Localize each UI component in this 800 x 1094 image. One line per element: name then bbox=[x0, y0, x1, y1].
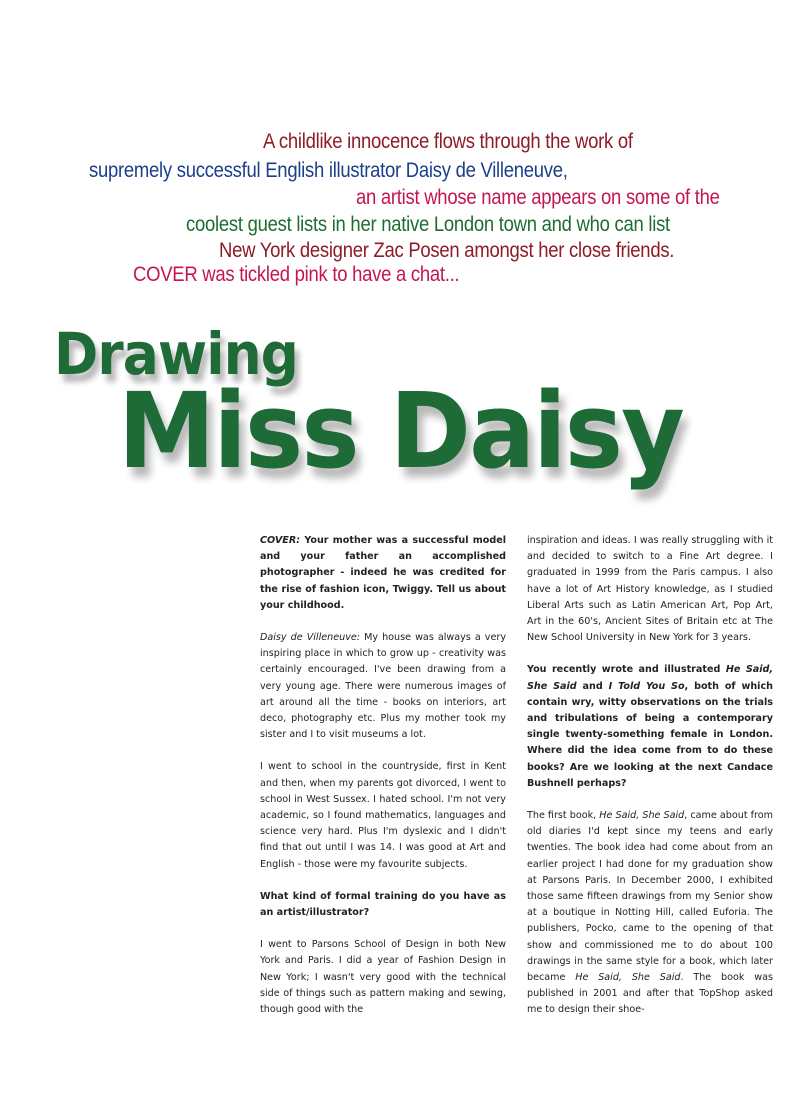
intro-line-2: supremely successful English illustrator Daisy de Villeneuve, bbox=[89, 159, 568, 182]
book-title: He Said, She Said bbox=[599, 810, 685, 822]
question-3 bbox=[527, 662, 773, 792]
intro-line-1: A childlike innocence flows through the work of bbox=[263, 130, 633, 153]
interviewer-label: COVER: bbox=[260, 535, 301, 546]
answer-3-text: . The book was published in 2001 and after that TopShop asked me to design their shoe- bbox=[527, 972, 773, 1016]
intro-line-6: COVER was tickled pink to have a chat... bbox=[133, 263, 460, 286]
article-column-right bbox=[527, 533, 773, 1019]
intro-line-4: coolest guest lists in her native London town and who can list bbox=[186, 213, 670, 236]
question-3-text: , both of which contain wry, witty observations on the trials and tribulations of being a contemporary single twenty-something female in London. Where did the idea come from to do these books? Are we looking at the next Candace Bushnell perhaps? bbox=[527, 680, 773, 789]
book-title: I Told You So bbox=[608, 680, 685, 692]
book-title: He Said, She Said bbox=[527, 664, 773, 692]
intro-line-3: an artist whose name appears on some of the bbox=[356, 186, 720, 209]
question-1-text: Your mother was a successful model and your father an accomplished photographer - indeed he was credited for the rise of fashion icon, Twiggy. Tell us about your childhood. bbox=[260, 535, 506, 611]
question-1 bbox=[260, 533, 506, 614]
answer-3 bbox=[527, 808, 773, 1019]
headline bbox=[0, 0, 800, 520]
question-3-text: and bbox=[576, 680, 609, 692]
answer-2-continued: inspiration and ideas. I was really struggling with it and decided to switch to a Fine Art degree. I graduated in 1999 from the Paris campus. I also have a lot of Art History knowledge, as I studied Liberal Arts such as Latin American Art, Pop Art, Art in the 60's, Ancient Sites of Britain etc at The New School University in New York for 3 years. bbox=[527, 535, 773, 644]
answer-1-continued: I went to school in the countryside, first in Kent and then, when my parents got divorced, I went to school in West Sussex. I hated school. I'm not very academic, so I found mathematics, languages and science very hard. Plus I'm dyslexic and I didn't find that out until I was 14. I was good at Art and English - those were my favourite subjects. bbox=[260, 761, 506, 870]
intro-line-5: New York designer Zac Posen amongst her close friends. bbox=[219, 239, 675, 262]
title-miss-daisy: Miss Daisy bbox=[118, 370, 683, 492]
book-title: He Said, She Said bbox=[575, 972, 681, 984]
interviewee-label: Daisy de Villeneuve: bbox=[260, 632, 361, 644]
question-3-text: You recently wrote and illustrated bbox=[527, 664, 726, 676]
answer-2: I went to Parsons School of Design in both New York and Paris. I did a year of Fashion Design in New York; I wasn't very good with the technical side of things such as pattern making and sewing, though good with the bbox=[260, 939, 506, 1016]
question-2: What kind of formal training do you have as an artist/illustrator? bbox=[260, 890, 506, 919]
title-drawing: Drawing bbox=[54, 320, 298, 388]
article-column-left bbox=[260, 533, 506, 1018]
answer-1-text: My house was always a very inspiring place in which to grow up - creativity was certainly encouraged. I've been drawing from a very young age. There were numerous images of art around all the time - books on interiors, art deco, photography etc. Plus my mother took my sister and I to visit museums a lot. bbox=[260, 632, 506, 741]
answer-3-text: The first book, bbox=[527, 810, 600, 822]
answer-3-text: , came about from old diaries I'd kept since my teens and early twenties. The book idea had come about from an earlier project I had done for my graduation show at Parsons Paris. In December 2000, I exhibited those same fifteen drawings from my Senior show at a boutique in Notting Hill, called Euforia. The publishers, Pocko, came to the opening of that show and commissioned me to do about 100 drawings in the same style for a book, which later became bbox=[527, 810, 773, 984]
answer-1 bbox=[260, 630, 506, 743]
